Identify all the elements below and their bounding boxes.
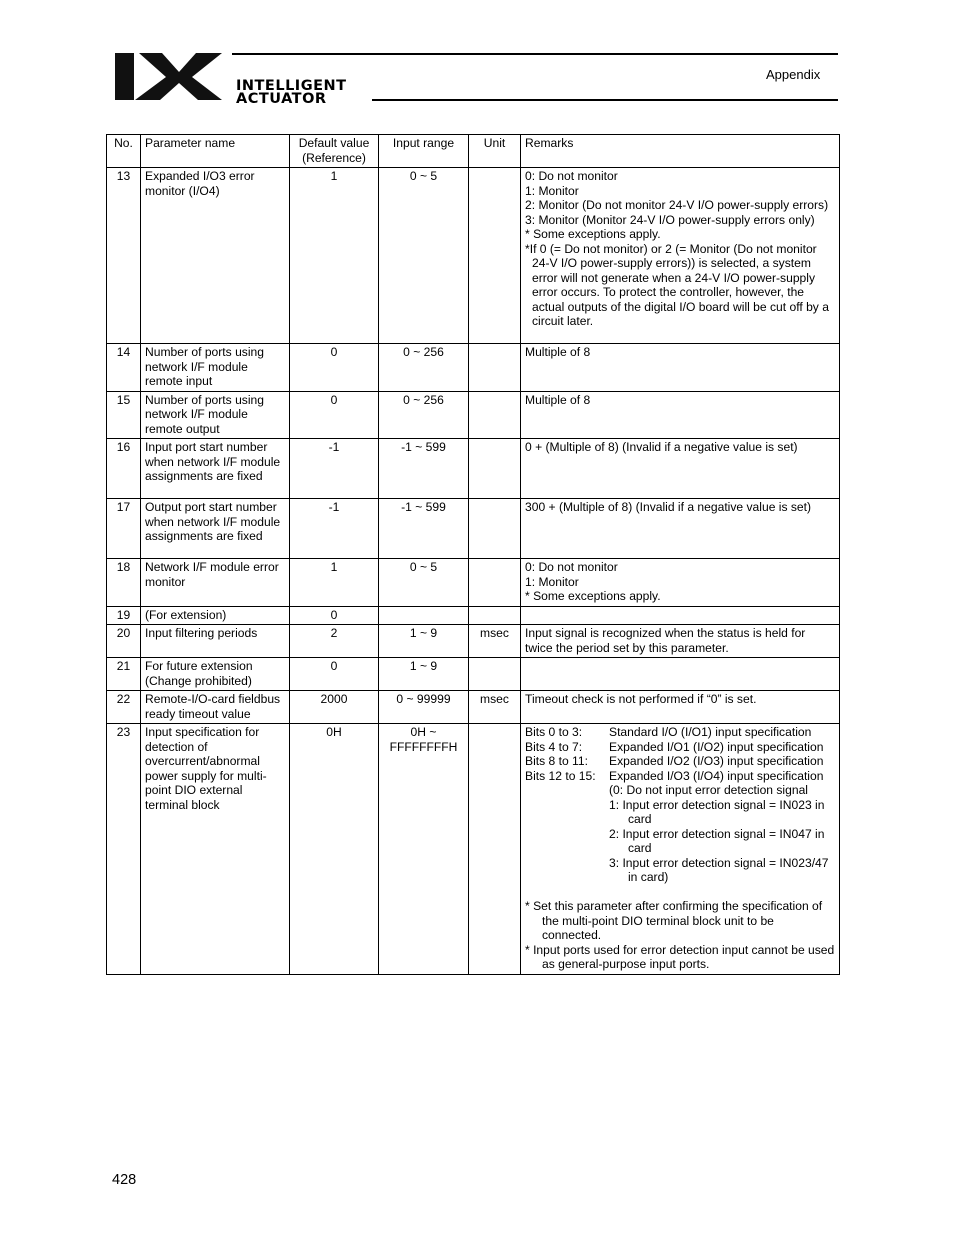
remark-line: 3: Monitor (Monitor 24-V I/O power-supply errors only)	[525, 212, 815, 227]
header-unit: Unit	[469, 135, 521, 168]
cell-no: 20	[107, 625, 141, 658]
cell-input-range: 0 ~ 99999	[379, 691, 469, 724]
cell-unit	[469, 724, 521, 975]
cell-remarks	[521, 439, 840, 499]
bit-assignment	[525, 725, 835, 740]
header-parameter-name: Parameter name	[141, 135, 290, 168]
remark-line: 2: Monitor (Do not monitor 24-V I/O power-supply errors)	[525, 198, 829, 212]
remark-note: * Set this parameter after confirming the specification of the multi-point DIO terminal block unit to be connected.	[525, 899, 823, 942]
table-row	[107, 606, 840, 625]
cell-input-range: 0 ~ 5	[379, 168, 469, 344]
bit-range-description: Standard I/O (I/O1) input specification	[609, 725, 812, 739]
remark-line: Multiple of 8	[525, 345, 591, 359]
bit-range-label: Bits 12 to 15:	[525, 768, 596, 783]
bit-range-label: Bits 4 to 7:	[525, 739, 583, 754]
cell-parameter-name: Expanded I/O3 error monitor (I/O4)	[141, 168, 290, 344]
cell-unit	[469, 391, 521, 439]
cell-default-value: 1	[290, 168, 379, 344]
header-remarks: Remarks	[521, 135, 840, 168]
remark-line: Timeout check is not performed if “0” is set.	[525, 692, 757, 706]
table-row	[107, 559, 840, 607]
remark-line: *If 0 (= Do not monitor) or 2 (= Monitor (Do not monitor 24-V I/O power-supply errors)) is selected, a system error will not generate when a 24-V I/O power-supply error occurs. To protect the controller, however, the actual outputs of the digital I/O board will be cut off by a circuit later.	[525, 241, 829, 328]
cell-unit	[469, 658, 521, 691]
bit-assignment	[525, 740, 835, 755]
cell-no: 23	[107, 724, 141, 975]
remark-line: 1: Monitor	[525, 183, 579, 198]
table-row	[107, 439, 840, 499]
cell-parameter-name: Number of ports using network I/F module remote output	[141, 391, 290, 439]
cell-no: 14	[107, 344, 141, 392]
cell-parameter-name: Output port start number when network I/F module assignments are fixed	[141, 499, 290, 559]
cell-default-value: 0	[290, 391, 379, 439]
cell-remarks	[521, 391, 840, 439]
cell-default-value: 0H	[290, 724, 379, 975]
table-row	[107, 344, 840, 392]
cell-remarks	[521, 499, 840, 559]
cell-input-range: 1 ~ 9	[379, 625, 469, 658]
remark-line: 300 + (Multiple of 8) (Invalid if a negative value is set)	[525, 500, 812, 514]
cell-parameter-name: Remote-I/O-card fieldbus ready timeout value	[141, 691, 290, 724]
page-number: 428	[112, 1172, 137, 1188]
bit-value-option: 2: Input error detection signal = IN047 in card	[609, 826, 825, 855]
bit-assignment	[525, 754, 835, 769]
bit-value-option: (0: Do not input error detection signal	[609, 783, 808, 797]
cell-unit	[469, 606, 521, 625]
bit-range-description: Expanded I/O2 (I/O3) input specification	[609, 754, 824, 768]
cell-default-value: 0	[290, 344, 379, 392]
parameter-table	[106, 134, 840, 975]
cell-parameter-name: Input filtering periods	[141, 625, 290, 658]
bit-value-option: 3: Input error detection signal = IN023/47 in card)	[609, 855, 829, 884]
remark-line: * Some exceptions apply.	[525, 227, 661, 241]
table-row	[107, 625, 840, 658]
cell-no: 15	[107, 391, 141, 439]
cell-no: 18	[107, 559, 141, 607]
cell-default-value: -1	[290, 439, 379, 499]
remark-line: Input signal is recognized when the status is held for twice the period set by this parameter.	[525, 626, 806, 655]
header-rule-bottom	[372, 99, 838, 101]
bit-range-label: Bits 8 to 11:	[525, 754, 588, 768]
cell-no: 17	[107, 499, 141, 559]
table-header-row	[107, 135, 840, 168]
cell-input-range: 0 ~ 5	[379, 559, 469, 607]
bit-range-label: Bits 0 to 3:	[525, 725, 583, 739]
cell-input-range: -1 ~ 599	[379, 439, 469, 499]
cell-parameter-name: Input specification for detection of overcurrent/abnormal power supply for multi-point DIO external terminal block	[141, 724, 290, 975]
cell-remarks	[521, 658, 840, 691]
remark-line: 0: Do not monitor	[525, 169, 618, 183]
cell-parameter-name: Network I/F module error monitor	[141, 559, 290, 607]
cell-input-range	[379, 606, 469, 625]
cell-unit: msec	[469, 691, 521, 724]
cell-no: 19	[107, 606, 141, 625]
cell-unit	[469, 344, 521, 392]
table-row	[107, 658, 840, 691]
remark-line: * Some exceptions apply.	[525, 589, 661, 603]
cell-input-range: 1 ~ 9	[379, 658, 469, 691]
section-label: Appendix	[766, 67, 821, 82]
cell-parameter-name: Input port start number when network I/F module assignments are fixed	[141, 439, 290, 499]
cell-input-range: -1 ~ 599	[379, 499, 469, 559]
header-input-range: Input range	[379, 135, 469, 168]
cell-unit: msec	[469, 625, 521, 658]
cell-remarks	[521, 559, 840, 607]
spacer	[525, 885, 835, 900]
cell-no: 13	[107, 168, 141, 344]
cell-unit	[469, 439, 521, 499]
remark-line: 0: Do not monitor	[525, 560, 618, 574]
cell-input-range: 0H ~ FFFFFFFFH	[379, 724, 469, 975]
table-row	[107, 391, 840, 439]
cell-unit	[469, 559, 521, 607]
remark-note: * Input ports used for error detection input cannot be used as general-purpose input ports.	[525, 942, 835, 971]
cell-default-value: -1	[290, 499, 379, 559]
cell-unit	[469, 168, 521, 344]
cell-no: 16	[107, 439, 141, 499]
header-default-value: Default value (Reference)	[290, 135, 379, 168]
brand-line-1: INTELLIGENT	[236, 78, 347, 94]
bit-value-option: 1: Input error detection signal = IN023 in card	[609, 797, 825, 826]
cell-input-range: 0 ~ 256	[379, 344, 469, 392]
remark-line: Multiple of 8	[525, 392, 591, 407]
cell-default-value: 2000	[290, 691, 379, 724]
bit-assignment	[525, 769, 835, 784]
cell-remarks	[521, 724, 840, 975]
cell-default-value: 0	[290, 658, 379, 691]
cell-remarks	[521, 691, 840, 724]
cell-no: 21	[107, 658, 141, 691]
cell-remarks	[521, 344, 840, 392]
cell-default-value: 1	[290, 559, 379, 607]
table-row	[107, 168, 840, 344]
cell-input-range: 0 ~ 256	[379, 391, 469, 439]
table-row	[107, 499, 840, 559]
bit-range-description: Expanded I/O3 (I/O4) input specification	[609, 768, 824, 783]
cell-default-value: 0	[290, 606, 379, 625]
ix-logo-mark	[112, 50, 230, 104]
remark-line: 0 + (Multiple of 8) (Invalid if a negative value is set)	[525, 440, 798, 454]
header-rule-top	[232, 53, 838, 55]
brand-line-2: ACTUATOR	[236, 91, 327, 107]
cell-parameter-name: (For extension)	[141, 606, 290, 625]
remark-line: 1: Monitor	[525, 574, 579, 589]
bit-range-description: Expanded I/O1 (I/O2) input specification	[609, 739, 824, 754]
header-no: No.	[107, 135, 141, 168]
ix-logo	[112, 50, 230, 109]
cell-no: 22	[107, 691, 141, 724]
cell-parameter-name: For future extension (Change prohibited)	[141, 658, 290, 691]
cell-parameter-name: Number of ports using network I/F module remote input	[141, 344, 290, 392]
cell-remarks	[521, 168, 840, 344]
cell-remarks	[521, 606, 840, 625]
cell-default-value: 2	[290, 625, 379, 658]
cell-remarks	[521, 625, 840, 658]
table-row	[107, 724, 840, 975]
table-row	[107, 691, 840, 724]
cell-unit	[469, 499, 521, 559]
